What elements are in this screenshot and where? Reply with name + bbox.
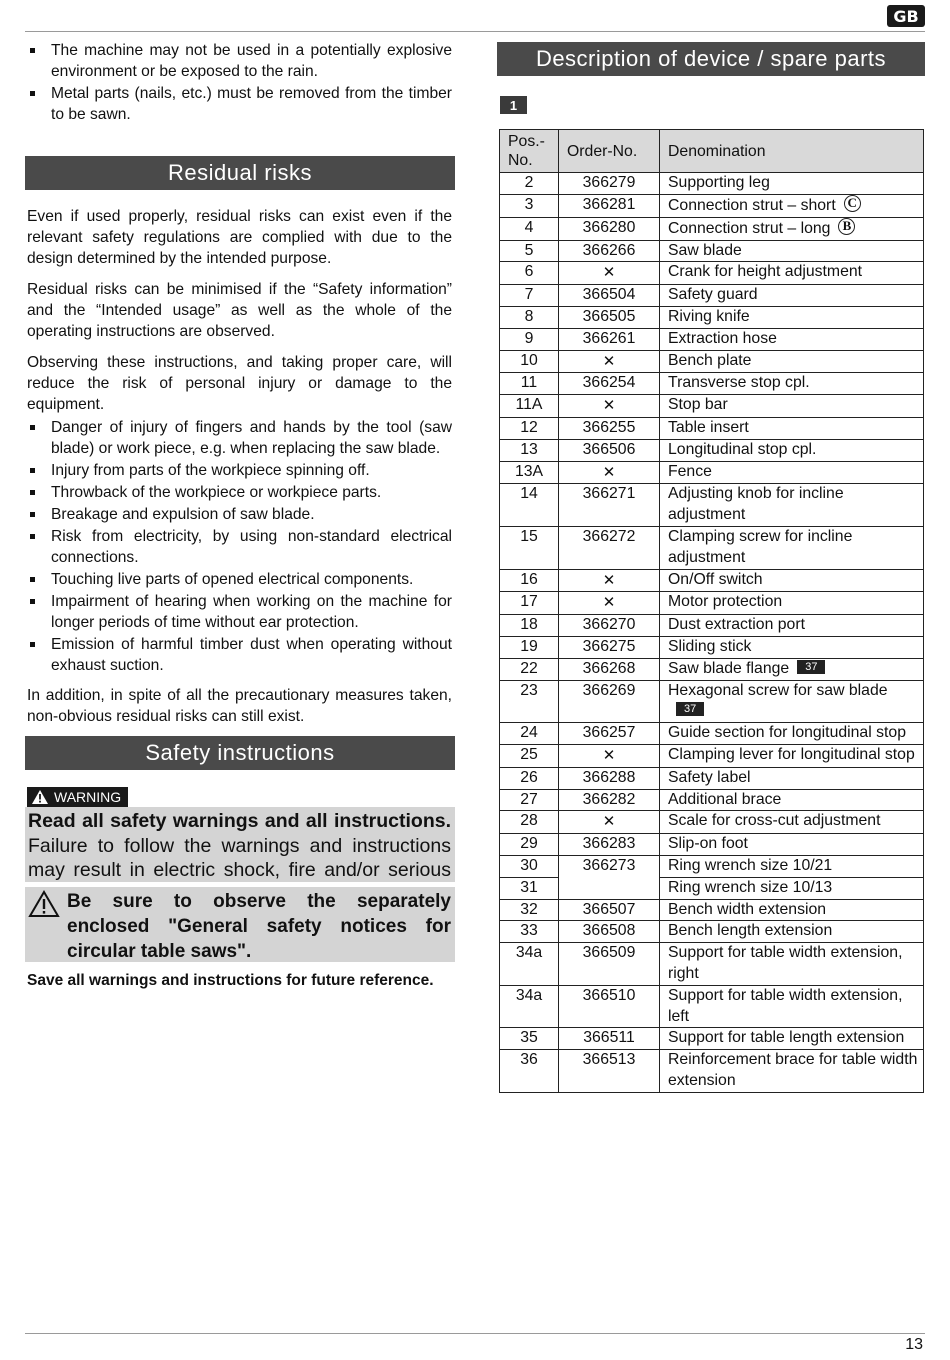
residual-paragraph-4: In addition, in spite of all the precautionary measures taken, non-obvious residual risks can still exist.	[27, 687, 452, 725]
table-row	[500, 395, 924, 418]
denomination-text: Clamping screw for incline adjustment	[668, 527, 853, 566]
pos-cell: 18	[500, 615, 559, 637]
pos-cell: 15	[500, 526, 559, 569]
bullet-item: Emission of harmful timber dust when operating without exhaust suction.	[27, 634, 452, 676]
order-no-cell	[559, 636, 660, 658]
pos-cell: 24	[500, 723, 559, 745]
pos-cell: 25	[500, 744, 559, 767]
denomination-cell	[660, 526, 924, 569]
denomination-cell	[660, 484, 924, 527]
table-row	[500, 592, 924, 615]
table-row	[500, 285, 924, 307]
pos-cell: 26	[500, 767, 559, 789]
denomination-cell	[660, 789, 924, 811]
denomination-text: Support for table width extension, right	[668, 944, 903, 982]
denomination-text: Dust extraction port	[668, 616, 805, 634]
notice-text: Be sure to observe the separately enclosed "General safety notices for circular table saws".	[67, 891, 451, 962]
caution-triangle-icon	[28, 890, 60, 918]
not-available-icon: ✕	[602, 462, 616, 481]
denomination-cell	[660, 350, 924, 373]
denomination-cell	[660, 1050, 924, 1093]
order-no-cell	[559, 307, 660, 329]
pos-cell: 8	[500, 307, 559, 329]
footer-rule	[25, 1333, 925, 1334]
order-number: 366281	[582, 195, 636, 213]
table-body	[500, 173, 924, 1093]
residual-paragraph-3: Observing these instructions, and taking proper care, will reduce the risk of personal injury or damage to the equipment.	[27, 354, 452, 413]
denomination-text: Motor protection	[668, 593, 783, 611]
table-row	[500, 855, 924, 877]
table-row	[500, 680, 924, 723]
order-no-cell	[559, 173, 660, 195]
order-number: 366505	[582, 308, 636, 325]
not-available-icon: ✕	[602, 570, 616, 589]
pos-cell: 34a	[500, 943, 559, 986]
pos-cell: 22	[500, 658, 559, 680]
denomination-cell	[660, 395, 924, 418]
table-row	[500, 484, 924, 527]
denomination-text: Bench length extension	[668, 922, 833, 940]
denomination-cell	[660, 217, 924, 240]
order-number: 366261	[582, 329, 636, 347]
spare-parts-table	[499, 129, 924, 1093]
denomination-cell	[660, 658, 924, 680]
order-no-cell	[559, 350, 660, 373]
table-row	[500, 307, 924, 329]
pos-cell: 31	[500, 877, 559, 899]
table-row	[500, 811, 924, 834]
not-available-icon: ✕	[602, 396, 616, 415]
table-row	[500, 262, 924, 285]
order-no-cell	[559, 1050, 660, 1093]
denomination-text: Support for table length extension	[668, 1029, 905, 1047]
denomination-text: Hexagonal screw for saw blade	[668, 681, 888, 699]
header-pos: Pos.- No.	[500, 130, 559, 173]
order-number: 366282	[582, 790, 636, 808]
order-no-cell	[559, 328, 660, 350]
denomination-text: Saw blade flange	[668, 659, 790, 677]
denomination-text: Bench width extension	[668, 900, 827, 918]
order-number: 366272	[582, 527, 636, 545]
denomination-cell	[660, 985, 924, 1028]
pos-cell: 32	[500, 899, 559, 921]
order-no-cell	[559, 899, 660, 921]
order-number: 366288	[582, 768, 636, 786]
order-no-cell	[559, 615, 660, 637]
order-no-cell	[559, 262, 660, 285]
pos-cell: 28	[500, 811, 559, 834]
table-row	[500, 1028, 924, 1050]
table-row	[500, 240, 924, 262]
table-row	[500, 173, 924, 195]
pos-cell: 19	[500, 636, 559, 658]
save-instructions-note: Save all warnings and instructions for future reference.	[27, 972, 434, 989]
order-number: 366507	[582, 900, 636, 918]
order-number: 366275	[582, 637, 636, 655]
order-no-cell	[559, 921, 660, 943]
denomination-cell	[660, 461, 924, 484]
table-row	[500, 767, 924, 789]
pos-cell: 30	[500, 855, 559, 877]
pos-cell: 4	[500, 217, 559, 240]
pos-cell: 23	[500, 680, 559, 723]
denomination-cell	[660, 592, 924, 615]
bullet-item: Impairment of hearing when working on the machine for longer periods of time without ear protection.	[27, 591, 452, 633]
denomination-text: Adjusting knob for incline adjustment	[668, 485, 844, 524]
denomination-cell	[660, 744, 924, 767]
pos-cell: 17	[500, 592, 559, 615]
order-number: 366508	[582, 922, 636, 940]
order-no-cell	[559, 592, 660, 615]
pos-cell: 27	[500, 789, 559, 811]
denomination-text: Saw blade	[668, 241, 742, 259]
order-number: 366273	[582, 856, 636, 874]
table-row	[500, 985, 924, 1028]
denomination-text: Support for table width extension, left	[668, 986, 903, 1025]
order-number: 366510	[582, 986, 636, 1004]
pos-cell: 6	[500, 262, 559, 285]
pos-cell: 36	[500, 1050, 559, 1093]
pos-cell: 16	[500, 569, 559, 592]
denomination-cell	[660, 439, 924, 461]
left-column	[27, 40, 452, 126]
denomination-text: Guide section for longitudinal stop	[668, 724, 906, 742]
order-number: 366511	[583, 1029, 635, 1047]
header-order-no: Order-No.	[559, 130, 660, 173]
pos-cell: 11	[500, 373, 559, 395]
order-no-cell	[559, 417, 660, 439]
denomination-text: Additional brace	[668, 790, 782, 808]
warning-tag	[27, 787, 128, 807]
pos-cell: 34a	[500, 985, 559, 1028]
pos-cell: 11A	[500, 395, 559, 418]
pos-cell: 13A	[500, 461, 559, 484]
order-no-cell	[559, 194, 660, 217]
not-available-icon: ✕	[602, 263, 616, 282]
warning-triangle-icon	[31, 789, 49, 805]
bullet-item: Touching live parts of opened electrical components.	[27, 569, 452, 590]
denomination-cell	[660, 834, 924, 856]
denomination-cell	[660, 680, 924, 723]
denomination-cell	[660, 855, 924, 877]
warning-body-text: Failure to follow the warnings and instructions may result in electric shock, fire and/or serious	[28, 834, 451, 881]
denomination-text: Stop bar	[668, 396, 728, 414]
denomination-cell	[660, 417, 924, 439]
table-row	[500, 615, 924, 637]
header-rule	[25, 31, 925, 32]
order-number: 366280	[582, 218, 636, 236]
pos-cell: 14	[500, 484, 559, 527]
table-row	[500, 723, 924, 745]
denomination-text: Connection strut – short	[668, 196, 836, 214]
order-no-cell	[559, 569, 660, 592]
denomination-text: Safety label	[668, 768, 751, 786]
bullet-item: Breakage and expulsion of saw blade.	[27, 504, 452, 525]
denomination-cell	[660, 767, 924, 789]
denomination-cell	[660, 943, 924, 986]
denomination-cell	[660, 307, 924, 329]
order-no-cell	[559, 767, 660, 789]
order-no-cell	[559, 439, 660, 461]
denomination-text: Scale for cross-cut adjustment	[668, 812, 881, 830]
denomination-cell	[660, 811, 924, 834]
denomination-text: Clamping lever for longitudinal stop	[668, 745, 915, 763]
denomination-cell	[660, 173, 924, 195]
order-number: 366266	[582, 241, 636, 259]
intro-bullet-list	[27, 40, 452, 125]
pos-cell: 35	[500, 1028, 559, 1050]
pos-cell: 2	[500, 173, 559, 195]
table-row	[500, 658, 924, 680]
order-no-cell	[559, 855, 660, 899]
order-number: 366270	[582, 616, 636, 634]
not-available-icon: ✕	[602, 745, 616, 764]
denomination-text: Extraction hose	[668, 329, 777, 347]
order-no-cell	[559, 373, 660, 395]
table-row	[500, 439, 924, 461]
order-no-cell	[559, 526, 660, 569]
order-no-cell	[559, 789, 660, 811]
denomination-cell	[660, 636, 924, 658]
order-no-cell	[559, 285, 660, 307]
denomination-text: Transverse stop cpl.	[668, 374, 810, 392]
order-no-cell	[559, 834, 660, 856]
table-row	[500, 744, 924, 767]
order-no-cell	[559, 395, 660, 418]
denomination-text: Table insert	[668, 418, 749, 436]
denomination-cell	[660, 921, 924, 943]
not-available-icon: ✕	[602, 812, 616, 831]
residual-paragraph-1: Even if used properly, residual risks can exist even if the relevant safety regulations are complied with due to the design determined by the intended purpose.	[27, 208, 452, 267]
not-available-icon: ✕	[602, 593, 616, 612]
denomination-cell	[660, 240, 924, 262]
denomination-text: Riving knife	[668, 308, 750, 325]
bullet-item: Injury from parts of the workpiece spinning off.	[27, 460, 452, 481]
table-row	[500, 217, 924, 240]
warning-label: WARNING	[54, 789, 122, 805]
order-number: 366506	[582, 440, 636, 458]
warning-box	[25, 807, 455, 882]
table-header-row	[500, 130, 924, 173]
denomination-cell	[660, 1028, 924, 1050]
denomination-text: Longitudinal stop cpl.	[668, 440, 817, 458]
description-heading: Description of device / spare parts	[497, 42, 925, 76]
order-number: 366255	[582, 418, 636, 436]
order-no-cell	[559, 943, 660, 986]
table-row	[500, 834, 924, 856]
denomination-cell	[660, 285, 924, 307]
denomination-cell	[660, 328, 924, 350]
order-number: 366279	[582, 174, 636, 191]
order-no-cell	[559, 658, 660, 680]
order-no-cell	[559, 985, 660, 1028]
denomination-text: Ring wrench size 10/21	[668, 856, 833, 874]
order-number: 366254	[582, 374, 636, 392]
denomination-text: Crank for height adjustment	[668, 263, 863, 281]
safety-instructions-heading: Safety instructions	[25, 736, 455, 770]
table-row	[500, 636, 924, 658]
denomination-text: Fence	[668, 462, 712, 480]
order-no-cell	[559, 1028, 660, 1050]
denomination-text: On/Off switch	[668, 570, 763, 588]
table-row	[500, 569, 924, 592]
pos-cell: 33	[500, 921, 559, 943]
order-no-cell	[559, 723, 660, 745]
table-row	[500, 899, 924, 921]
residual-paragraph-2: Residual risks can be minimised if the “Safety information” and the “Intended usage” as well as the whole of the operating instructions are observed.	[27, 281, 452, 340]
language-badge: GB	[887, 5, 925, 27]
denomination-text: Supporting leg	[668, 174, 770, 191]
bullet-item: Metal parts (nails, etc.) must be removed from the timber to be sawn.	[27, 83, 452, 125]
figure-ref-badge: 37	[676, 702, 704, 716]
denomination-text: Slip-on foot	[668, 835, 748, 853]
pos-cell: 5	[500, 240, 559, 262]
table-row	[500, 461, 924, 484]
order-number: 366268	[582, 659, 636, 677]
table-row	[500, 328, 924, 350]
denomination-cell	[660, 877, 924, 899]
pos-cell: 7	[500, 285, 559, 307]
warning-bold-text: Read all safety warnings and all instructions.	[28, 810, 451, 832]
pos-cell: 9	[500, 328, 559, 350]
order-no-cell	[559, 680, 660, 723]
page-number: 13	[905, 1336, 923, 1353]
order-number: 366504	[582, 286, 636, 304]
table-row	[500, 417, 924, 439]
order-number: 366509	[582, 944, 636, 962]
residual-risks-heading: Residual risks	[25, 156, 455, 190]
table-row	[500, 789, 924, 811]
bullet-item: The machine may not be used in a potentially explosive environment or be exposed to the rain.	[27, 40, 452, 82]
circled-letter-badge: B	[838, 218, 855, 235]
order-number: 366513	[582, 1051, 636, 1069]
bullet-item: Danger of injury of fingers and hands by the tool (saw blade) or work piece, e.g. when replacing the saw blade.	[27, 417, 452, 459]
notice-box	[25, 887, 455, 962]
order-number: 366269	[582, 681, 636, 699]
order-no-cell	[559, 484, 660, 527]
order-number: 366257	[582, 724, 636, 742]
order-no-cell	[559, 461, 660, 484]
table-row	[500, 1050, 924, 1093]
denomination-text: Ring wrench size 10/13	[668, 878, 833, 896]
pos-cell: 12	[500, 417, 559, 439]
denomination-text: Bench plate	[668, 351, 752, 369]
table-row	[500, 194, 924, 217]
not-available-icon: ✕	[602, 351, 616, 370]
order-no-cell	[559, 217, 660, 240]
table-row	[500, 943, 924, 986]
table-row	[500, 526, 924, 569]
denomination-cell	[660, 262, 924, 285]
circled-letter-badge: C	[844, 195, 861, 212]
bullet-item: Risk from electricity, by using non-standard electrical connections.	[27, 526, 452, 568]
table-row	[500, 373, 924, 395]
header-denomination: Denomination	[660, 130, 924, 173]
pos-cell: 10	[500, 350, 559, 373]
denomination-cell	[660, 615, 924, 637]
order-number: 366283	[582, 835, 636, 853]
denomination-text: Safety guard	[668, 286, 758, 304]
denomination-text: Connection strut – long	[668, 219, 831, 237]
denomination-cell	[660, 569, 924, 592]
table-row	[500, 350, 924, 373]
pos-cell: 29	[500, 834, 559, 856]
denomination-cell	[660, 899, 924, 921]
risk-bullet-list	[27, 417, 452, 676]
bullet-item: Throwback of the workpiece or workpiece parts.	[27, 482, 452, 503]
pos-cell: 3	[500, 194, 559, 217]
figure-ref-badge: 37	[797, 660, 825, 674]
order-no-cell	[559, 811, 660, 834]
denomination-cell	[660, 723, 924, 745]
table-row	[500, 921, 924, 943]
denomination-text: Sliding stick	[668, 637, 752, 655]
figure-reference-badge: 1	[500, 96, 527, 114]
residual-risks-body	[27, 206, 452, 737]
denomination-cell	[660, 194, 924, 217]
order-number: 366271	[582, 485, 636, 503]
order-no-cell	[559, 744, 660, 767]
denomination-cell	[660, 373, 924, 395]
order-no-cell	[559, 240, 660, 262]
denomination-text: Reinforcement brace for table width extension	[668, 1051, 918, 1089]
pos-cell: 13	[500, 439, 559, 461]
